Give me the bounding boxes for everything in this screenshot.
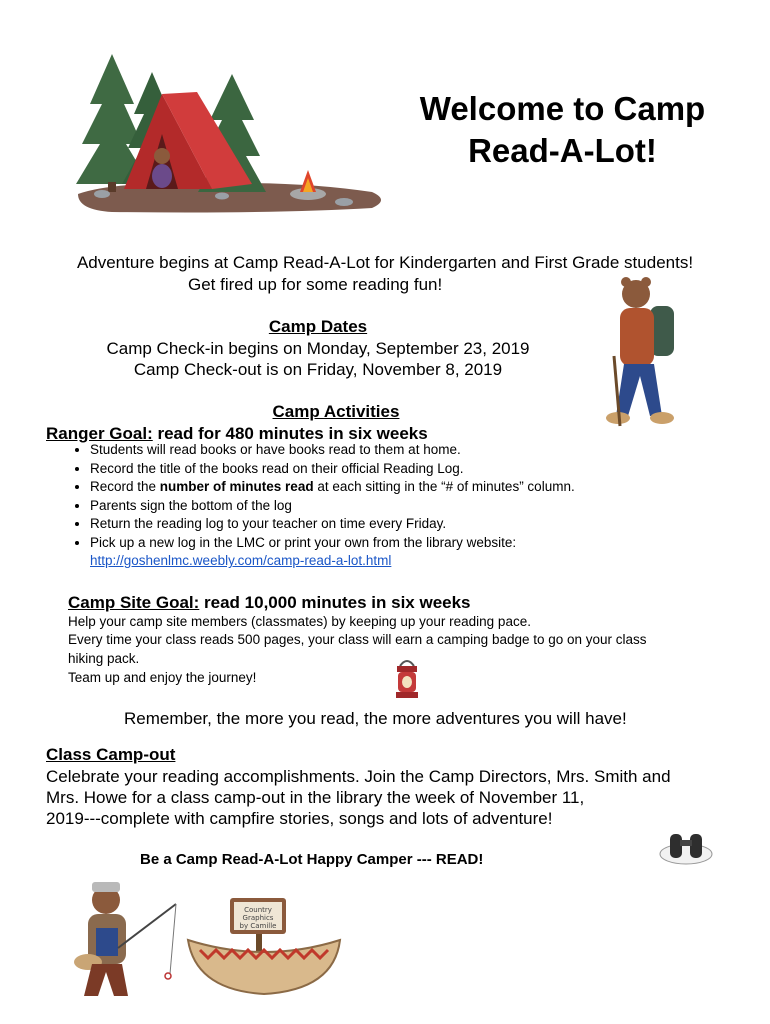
list-item-bold-text: number of minutes read	[159, 479, 314, 494]
list-item-text: Record the	[90, 479, 160, 494]
list-item	[90, 515, 700, 534]
fishing-bear-illustration	[58, 878, 182, 1008]
sign-line-1: Country	[244, 906, 272, 914]
campout-line-2: Mrs. Howe for a class camp-out in the library the week of November 11,	[46, 788, 585, 807]
camp-checkout-text: Camp Check-out is on Friday, November 8, 2019	[133, 360, 503, 379]
camp-site-line-4: Team up and enjoy the journey!	[68, 670, 257, 685]
fishing-rod-icon	[118, 904, 176, 948]
camp-site-goal	[68, 592, 471, 614]
camp-activities-heading: Camp Activities	[272, 402, 400, 421]
camp-site-line-3: hiking pack.	[68, 651, 140, 666]
intro-line-1: Adventure begins at Camp Read-A-Lot for Kindergarten and First Grade students!	[76, 253, 694, 272]
ranger-goal-list	[68, 441, 700, 571]
class-campout-heading: Class Camp-out	[46, 745, 176, 764]
list-item-text: Record the title of the books read on their official Reading Log.	[90, 460, 464, 476]
ranger-goal-label: Ranger Goal:	[46, 424, 153, 443]
campout-line-3: 2019---complete with campfire stories, songs and lots of adventure!	[46, 809, 553, 828]
title-line-1: Welcome to Camp	[419, 90, 706, 127]
canoe-sign-illustration	[184, 894, 344, 1004]
title-line-2: Read-A-Lot!	[468, 132, 657, 169]
list-item	[90, 534, 700, 571]
list-item-text: Students will read books or have books read to them at home.	[90, 442, 461, 457]
camp-checkin-text: Camp Check-in begins on Monday, September 23, 2019	[106, 339, 530, 358]
list-item	[90, 497, 700, 516]
camp-dates-heading: Camp Dates	[268, 317, 368, 336]
sign-line-3: by Camille	[239, 922, 277, 930]
camp-site-line-1: Help your camp site members (classmates) by keeping up your reading pace.	[68, 614, 531, 629]
list-item	[90, 478, 700, 497]
camp-site-line-2: Every time your class reads 500 pages, your class will earn a camping badge to go on your class	[68, 632, 647, 647]
camp-site-goal-label: Camp Site Goal:	[68, 593, 200, 612]
page-title	[400, 88, 725, 172]
binoculars-icon	[658, 826, 714, 866]
library-website-link[interactable]: http://goshenlmc.weebly.com/camp-read-a-lot.html	[90, 553, 392, 568]
sign-line-2: Graphics	[242, 914, 274, 922]
ranger-goal-text: read for 480 minutes in six weeks	[152, 424, 428, 443]
list-item-text: Return the reading log to your teacher on time every Friday.	[90, 516, 447, 531]
camp-site-goal-text: read 10,000 minutes in six weeks	[199, 593, 471, 612]
bear-in-tent-icon	[152, 148, 172, 188]
campout-line-1: Celebrate your reading accomplishments. Join the Camp Directors, Mrs. Smith and	[46, 767, 671, 786]
intro-line-2: Get fired up for some reading fun!	[188, 275, 443, 294]
camp-scene-illustration	[72, 44, 392, 214]
list-item	[90, 460, 700, 479]
list-item-text: Pick up a new log in the LMC or print your own from the library website:	[90, 534, 517, 550]
lantern-icon	[392, 656, 422, 702]
list-item	[90, 441, 700, 460]
remember-text: Remember, the more you read, the more adventures you will have!	[124, 709, 627, 728]
list-item-text: Parents sign the bottom of the log	[90, 497, 292, 513]
closing-slogan: Be a Camp Read-A-Lot Happy Camper --- READ!	[140, 851, 484, 868]
list-item-text: at each sitting in the “# of minutes” column.	[313, 479, 575, 494]
